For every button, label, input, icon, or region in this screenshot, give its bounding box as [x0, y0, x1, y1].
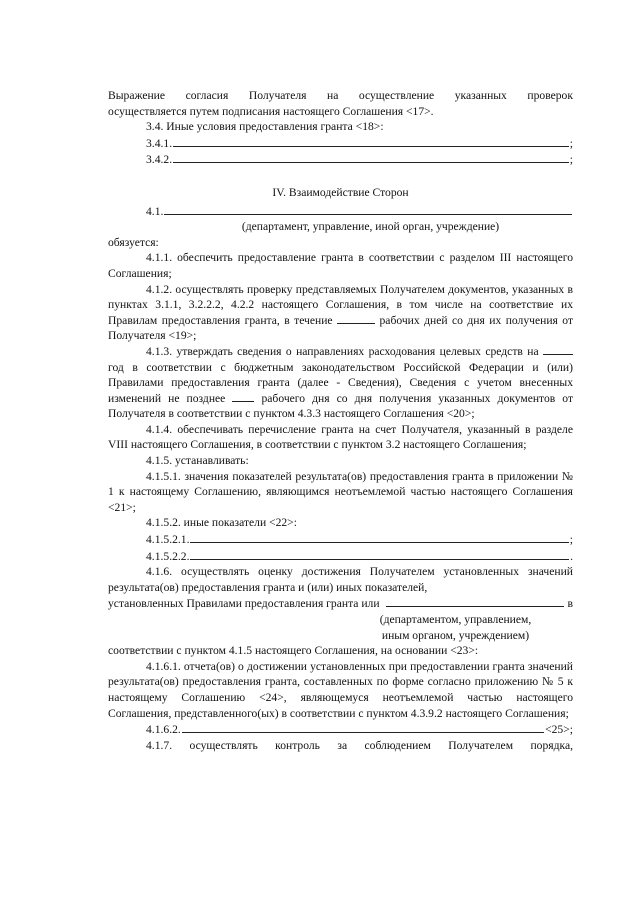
clause-3-4: 3.4. Иные условия предоставления гранта <18>: — [146, 120, 384, 134]
clause-4-1-5-2-2-label: 4.1.5.2.2. — [146, 549, 190, 563]
clause-4-1-1: 4.1.1. обеспечить предоставление гранта в соответствии с разделом III настоящего Соглашения; — [108, 251, 573, 280]
clause-4-1-4: 4.1.4. обеспечивать перечисление гранта на счет Получателя, указанный в разделе VIII настоящего Соглашения, в соответствии с пунктом 3.2 настоящего Соглашения; — [108, 422, 573, 452]
clause-3-4-1-label: 3.4.1. — [146, 136, 173, 150]
clause-4-1-6-text-a: 4.1.6. осуществлять оценку достижения Получателем установленных значений результата(ов) предоставления гранта и (или) иных показателей, — [108, 565, 573, 594]
clause-3-4-2-label: 3.4.2. — [146, 153, 173, 167]
document-body — [108, 88, 573, 753]
clause-4-1-5-2-2-end: . — [570, 549, 573, 563]
clause-4-1-5-2-1-label: 4.1.5.2.1. — [146, 533, 190, 547]
clause-4-1-2 — [108, 282, 573, 344]
clause-3-4-2 — [108, 151, 573, 168]
clause-4-1-6-2-label: 4.1.6.2. — [146, 723, 181, 737]
fill-in-line — [232, 391, 254, 402]
clause-4-1-caption: (департамент, управление, иной орган, учреждение) — [241, 220, 500, 234]
clause-4-1-6-line — [108, 595, 573, 612]
fill-in-line — [173, 135, 569, 147]
fill-in-line — [182, 721, 544, 733]
clause-4-1-6-caption-2: иным органом, учреждением) — [381, 628, 530, 642]
clause-4-1-5-2-2 — [108, 548, 573, 565]
clause-4-1-5-2: 4.1.5.2. иные показатели <22>: — [146, 516, 297, 530]
clause-4-1-6-1: 4.1.6.1. отчета(ов) о достижении установленных при предоставлении гранта значений результата(ов) предоставления гранта, составленных по форме согласно приложению № 5 к настоящему Соглашению <24>, являющемуся неотъемлемой частью настоящего Соглашения, представленного(ых) в соответствии с пунктом 4.3.9.2 настоящего Соглашения; — [108, 659, 573, 720]
fill-in-line — [386, 595, 564, 607]
clause-3-4-1 — [108, 135, 573, 152]
clause-4-1-6-text-b: установленных Правилами предоставления гранта или — [108, 597, 380, 611]
clause-4-1-6-2 — [108, 721, 573, 738]
fill-in-line — [337, 313, 375, 324]
fill-in-line — [190, 531, 568, 543]
clause-3-4-2-end: ; — [569, 153, 573, 167]
intro-line-2: осуществляется путем подписания настоящего Соглашения <17>. — [108, 104, 434, 118]
clause-4-1-5-2-1-end: ; — [569, 533, 573, 547]
clause-4-1-2-text-b: рабочих дней со дня их получения от Получателя <19>; — [108, 313, 574, 343]
clause-4-1-6-caption-1: (департаментом, управлением, — [379, 613, 532, 626]
clause-4-1-3 — [108, 344, 573, 422]
clause-4-1-6-2-end: <25>; — [545, 723, 573, 737]
clause-4-1-7: 4.1.7. осуществлять контроль за соблюдением Получателем порядка, — [146, 738, 573, 752]
clause-4-1-5-2-1 — [108, 531, 573, 548]
clause-4-1-label: 4.1. — [146, 204, 164, 218]
fill-in-line — [543, 344, 573, 355]
clause-4-1-2-text-a: 4.1.2. осуществлять проверку представляемых Получателем документов, указанных в пунктах 3.1.1, 3.2.2.2, 4.2.2 настоящего Соглашения, в том числе на соответствие их Правилам предоставления гранта, в течение — [108, 282, 573, 327]
clause-4-1-3-text-c: рабочего дня со дня получения указанных документов от Получателя в соответствии с пунктом 4.3.3 настоящего Соглашения <20>; — [108, 391, 574, 421]
clause-4-1-5-1: 4.1.5.1. значения показателей результата(ов) предоставления гранта в приложении № 1 к настоящему Соглашению, являющимся неотъемлемой частью настоящего Соглашения <21>; — [108, 469, 573, 514]
clause-3-4-1-end: ; — [569, 136, 573, 150]
section-heading-iv: IV. Взаимодействие Сторон — [272, 185, 409, 199]
fill-in-line — [164, 203, 572, 215]
intro-line-1: Выражение согласия Получателя на осуществление указанных проверок — [108, 89, 573, 102]
obyazuetsya-text: обязуется: — [108, 235, 159, 249]
clause-4-1-6-text-b-end: в — [567, 597, 573, 611]
clause-4-1-5: 4.1.5. устанавливать: — [146, 454, 249, 468]
clause-4-1-6-text-c: соответствии с пунктом 4.1.5 настоящего Соглашения, на основании <23>: — [108, 644, 479, 658]
fill-in-line — [190, 548, 569, 560]
clause-4-1-3-text-a: 4.1.3. утверждать сведения о направлениях расходования целевых средств на — [146, 344, 539, 358]
fill-in-line — [173, 151, 569, 163]
clause-4-1 — [108, 203, 573, 220]
clause-4-1-3-text-b: год в соответствии с бюджетным законодательством Российской Федерации и (или) Правилами предоставления гранта (далее - Сведения), Сведения с учетом внесенных изменений не позднее — [108, 360, 573, 405]
